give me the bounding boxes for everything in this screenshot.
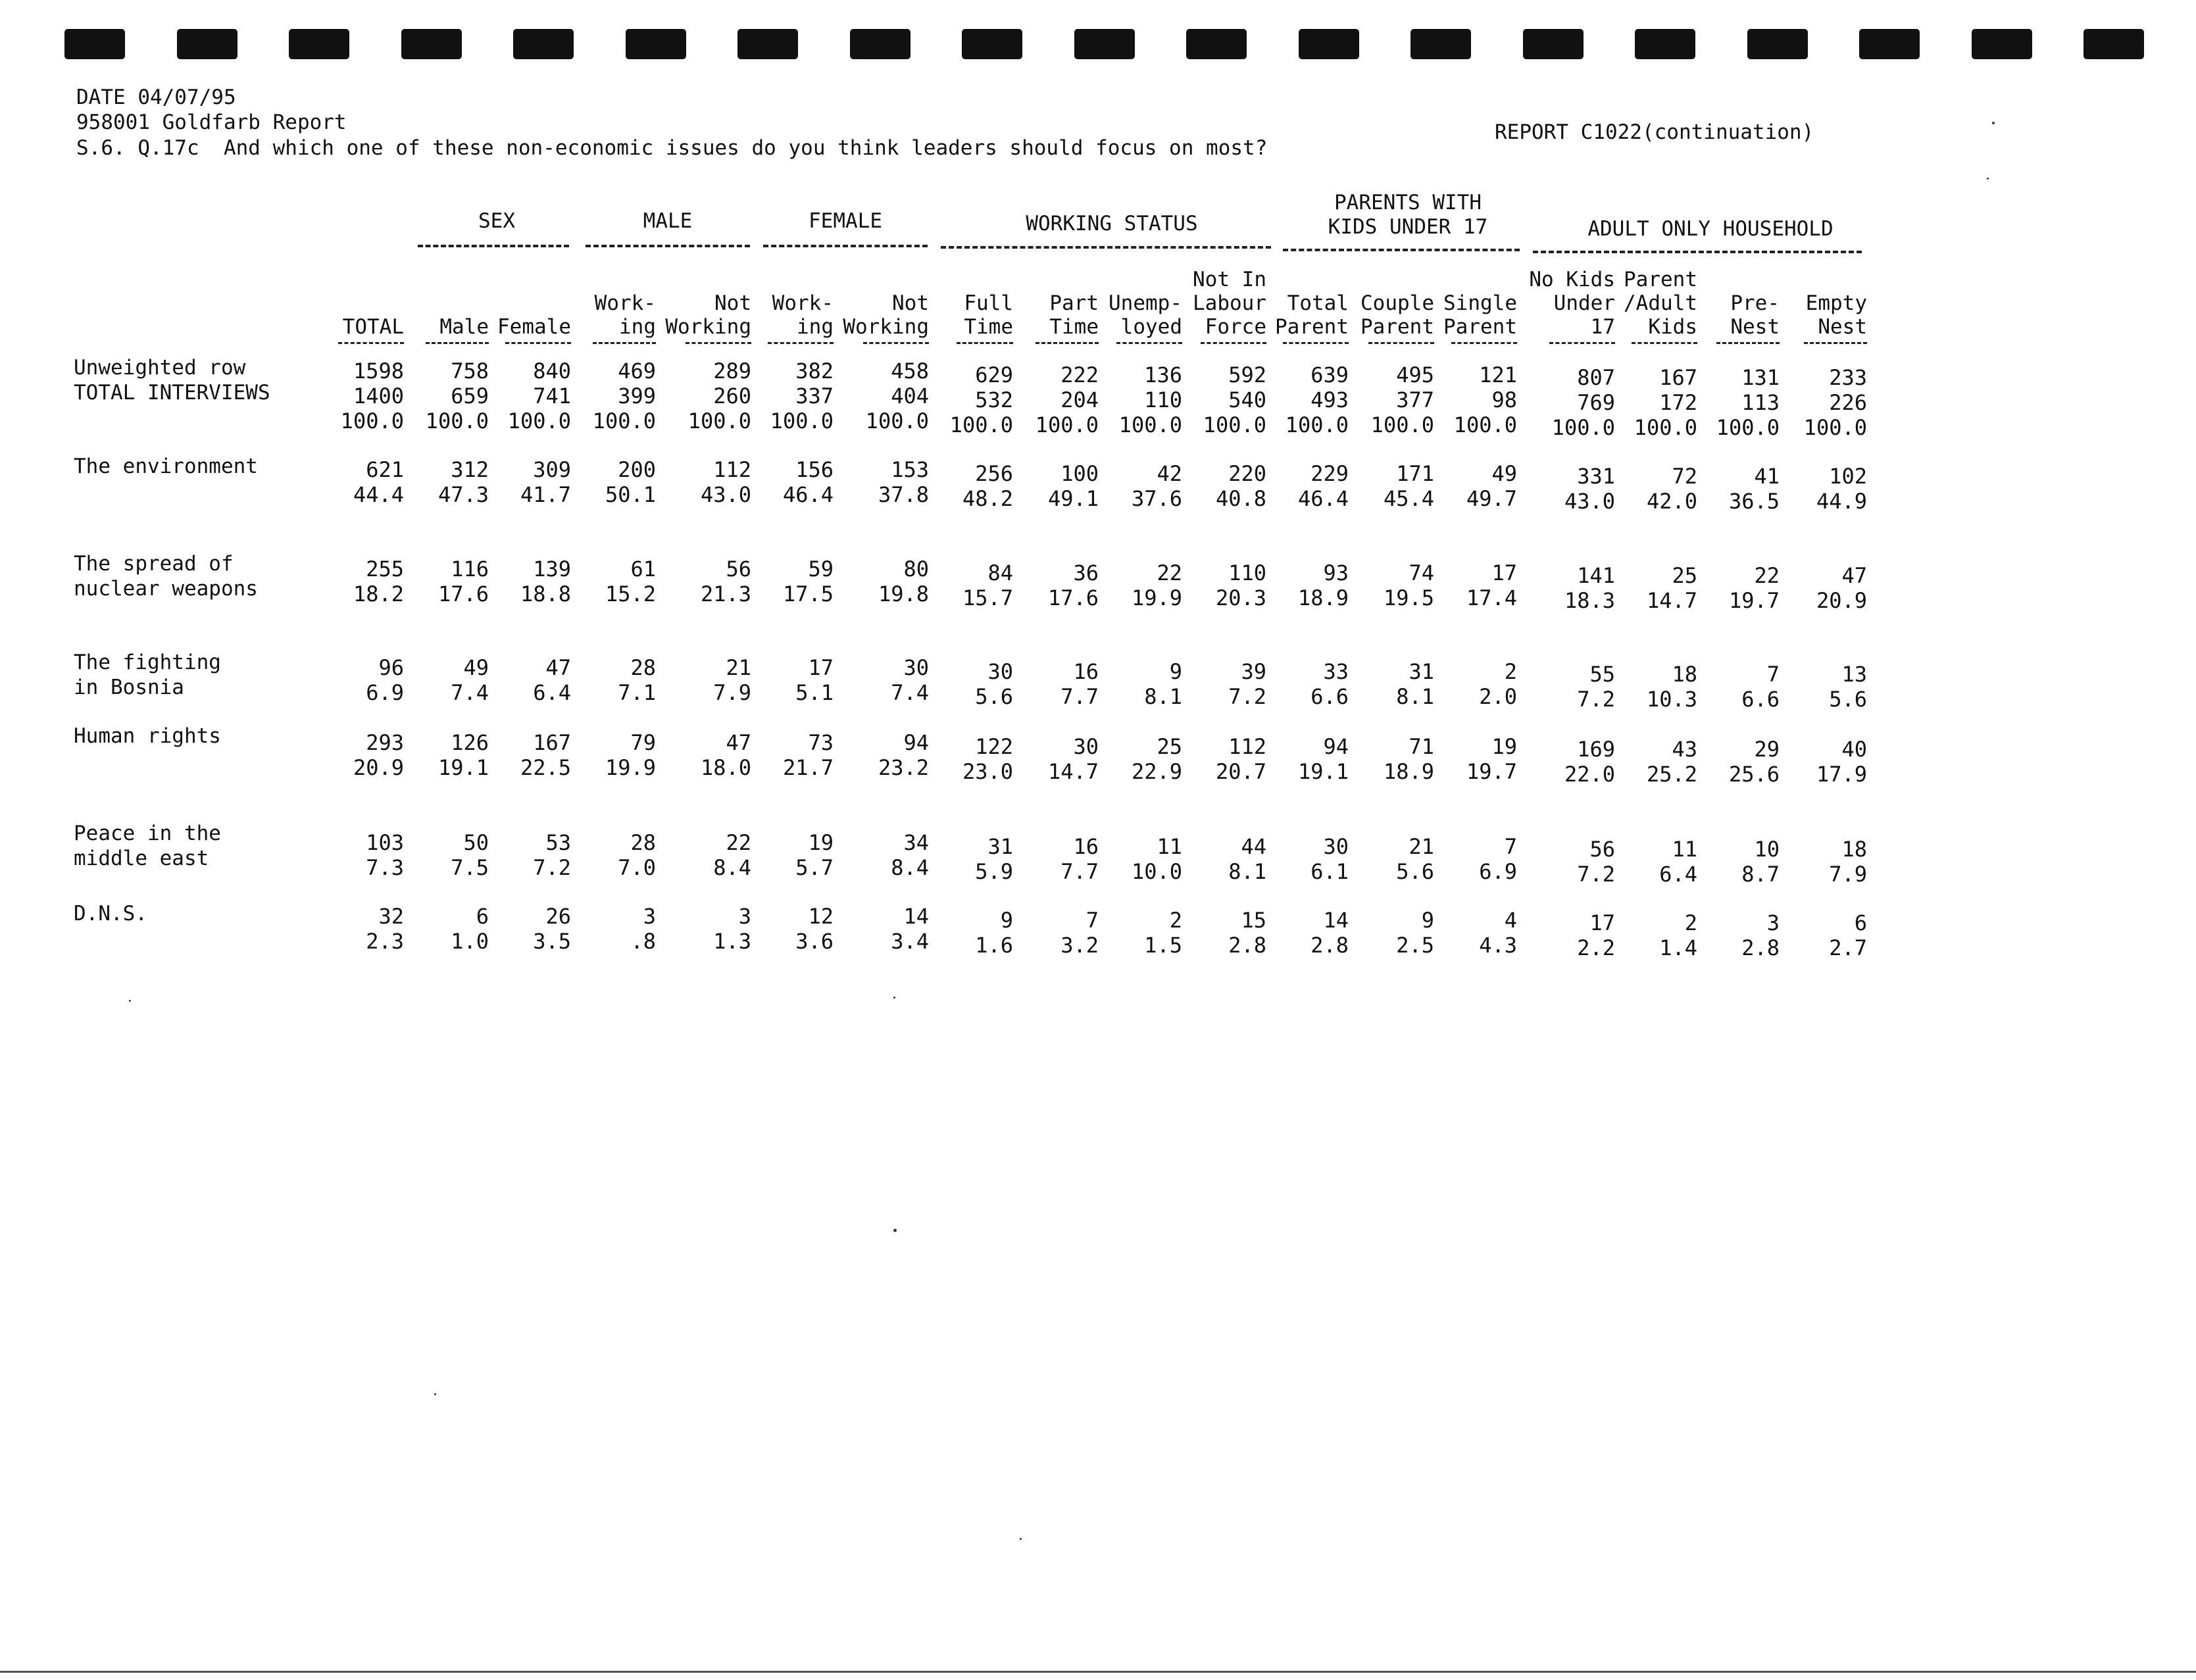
column-rule	[768, 342, 834, 344]
table-cell: 200 50.1	[605, 457, 656, 507]
table-cell: 331 43.0	[1564, 464, 1615, 514]
feed-hole	[962, 29, 1022, 59]
table-cell: 11 6.4	[1659, 837, 1697, 887]
table-cell: 102 44.9	[1816, 464, 1867, 514]
report-date: DATE 04/07/95	[76, 86, 236, 109]
table-cell: 15 2.8	[1228, 908, 1266, 958]
table-cell: 47 18.0	[700, 730, 751, 780]
table-cell: 53 7.2	[533, 830, 571, 880]
table-cell: 141 18.3	[1564, 563, 1615, 613]
table-cell: 25 14.7	[1646, 563, 1697, 613]
column-header: Part Time	[1049, 291, 1099, 339]
table-cell: 47 6.4	[533, 655, 571, 705]
table-cell: 31 8.1	[1396, 659, 1434, 709]
table-cell: 7 6.9	[1479, 834, 1517, 884]
table-cell: 50 7.5	[451, 830, 489, 880]
table-cell: 79 19.9	[605, 730, 656, 780]
table-cell: 30 7.4	[891, 655, 929, 705]
column-rule	[1201, 342, 1266, 344]
column-header: Unemp- loyed	[1109, 291, 1182, 339]
table-cell: 592 540 100.0	[1203, 362, 1266, 437]
column-header: No Kids Under 17	[1529, 268, 1615, 339]
column-rule	[338, 342, 404, 344]
table-cell: 229 46.4	[1297, 461, 1349, 511]
feed-hole	[626, 29, 686, 59]
column-header: Total Parent	[1275, 291, 1349, 339]
table-cell: 309 41.7	[520, 457, 571, 507]
table-cell: 94 23.2	[878, 730, 929, 780]
table-cell: 71 18.9	[1383, 734, 1434, 784]
table-cell: 30 5.6	[975, 659, 1013, 709]
column-rule	[505, 342, 571, 344]
table-cell: 621 44.4	[353, 457, 404, 507]
table-cell: 80 19.8	[878, 556, 929, 606]
column-rule	[863, 342, 929, 344]
table-cell: 56 7.2	[1577, 837, 1615, 887]
table-cell: 18 10.3	[1646, 662, 1697, 712]
column-rule	[1549, 342, 1615, 344]
table-cell: 9 2.5	[1396, 908, 1434, 958]
group-rule-working-status	[941, 246, 1271, 249]
table-cell: 30 6.1	[1310, 834, 1349, 884]
table-cell: 93 18.9	[1297, 560, 1349, 610]
table-cell: 103 7.3	[366, 830, 404, 880]
table-cell: 469 399 100.0	[592, 358, 656, 433]
feed-hole	[1410, 29, 1471, 59]
table-cell: 167 22.5	[520, 730, 571, 780]
table-cell: 12 3.6	[795, 904, 834, 954]
column-rule	[1451, 342, 1517, 344]
report-title: 958001 Goldfarb Report	[76, 111, 347, 134]
table-cell: 136 110 100.0	[1118, 362, 1182, 437]
page-speck	[1020, 1538, 1022, 1540]
table-cell: 22 19.9	[1131, 560, 1182, 610]
column-header: Work- ing	[772, 291, 834, 339]
table-cell: 32 2.3	[366, 904, 404, 954]
table-cell: 43 25.2	[1646, 737, 1697, 787]
table-cell: 2 2.0	[1479, 659, 1517, 709]
table-cell: 233 226 100.0	[1803, 365, 1867, 440]
table-cell: 256 48.2	[962, 461, 1013, 511]
column-rule	[1283, 342, 1349, 344]
column-rule	[1716, 342, 1780, 344]
table-cell: 94 19.1	[1297, 734, 1349, 784]
table-cell: 7 3.2	[1061, 908, 1099, 958]
feed-hole	[1074, 29, 1135, 59]
table-cell: 30 14.7	[1047, 734, 1099, 784]
table-cell: 17 17.4	[1466, 560, 1517, 610]
table-cell: 44 8.1	[1228, 834, 1266, 884]
group-rule-female	[763, 245, 928, 247]
feed-hole	[1972, 29, 2032, 59]
feed-hole	[737, 29, 798, 59]
table-cell: 312 47.3	[437, 457, 489, 507]
table-cell: 639 493 100.0	[1285, 362, 1349, 437]
column-header: Female	[497, 315, 571, 339]
column-rule	[1632, 342, 1697, 344]
page-speck	[893, 997, 895, 999]
table-cell: 11 10.0	[1131, 834, 1182, 884]
page-bottom-edge	[0, 1671, 2196, 1673]
table-cell: 19 5.7	[795, 830, 834, 880]
table-cell: 36 17.6	[1047, 560, 1099, 610]
column-header: Couple Parent	[1360, 291, 1434, 339]
table-cell: 14 3.4	[891, 904, 929, 954]
feed-hole	[1747, 29, 1808, 59]
table-cell: 73 21.7	[782, 730, 834, 780]
table-cell: 9 8.1	[1144, 659, 1182, 709]
table-cell: 293 20.9	[353, 730, 404, 780]
table-cell: 21 7.9	[713, 655, 751, 705]
table-cell: 16 7.7	[1061, 659, 1099, 709]
table-cell: 110 20.3	[1215, 560, 1266, 610]
feed-hole	[850, 29, 911, 59]
group-header-parents: PARENTS WITH KIDS UNDER 17	[1328, 191, 1488, 239]
table-cell: 255 18.2	[353, 556, 404, 606]
column-header: Not Working	[665, 291, 751, 339]
table-cell: 84 15.7	[962, 560, 1013, 610]
table-cell: 3 .8	[630, 904, 656, 954]
table-cell: 9 1.6	[975, 908, 1013, 958]
column-rule	[686, 342, 751, 344]
page-speck	[1992, 122, 1995, 124]
survey-question: S.6. Q.17c And which one of these non-economic issues do you think leaders should focus on most?	[76, 136, 1268, 160]
group-header-female: FEMALE	[809, 209, 882, 233]
table-cell: 17 5.1	[795, 655, 834, 705]
table-cell: 72 42.0	[1646, 464, 1697, 514]
table-cell: 2 1.4	[1659, 910, 1697, 960]
column-header: Not Working	[843, 291, 929, 339]
table-cell: 26 3.5	[533, 904, 571, 954]
table-cell: 28 7.0	[618, 830, 656, 880]
table-cell: 758 659 100.0	[425, 358, 489, 433]
table-cell: 495 377 100.0	[1370, 362, 1434, 437]
table-cell: 13 5.6	[1829, 662, 1867, 712]
column-header: Not In Labour Force	[1193, 268, 1266, 339]
report-id: REPORT C1022(continuation)	[1495, 120, 1814, 144]
table-cell: 840 741 100.0	[507, 358, 571, 433]
column-header: Pre- Nest	[1730, 291, 1780, 339]
column-header: Male	[439, 315, 489, 339]
page-speck	[434, 1393, 436, 1395]
group-rule-parents	[1283, 249, 1520, 251]
column-rule	[426, 342, 489, 344]
table-cell: 34 8.4	[891, 830, 929, 880]
table-cell: 2 1.5	[1144, 908, 1182, 958]
feed-hole	[64, 29, 125, 59]
row-label: Unweighted row TOTAL INTERVIEWS	[74, 356, 270, 405]
table-cell: 167 172 100.0	[1634, 365, 1697, 440]
table-cell: 112 20.7	[1215, 734, 1266, 784]
column-rule	[1804, 342, 1867, 344]
column-rule	[1036, 342, 1099, 344]
group-rule-male	[586, 245, 750, 247]
table-cell: 3 2.8	[1741, 910, 1780, 960]
column-rule	[1368, 342, 1434, 344]
table-cell: 156 46.4	[782, 457, 834, 507]
table-cell: 41 36.5	[1728, 464, 1780, 514]
table-cell: 22 8.4	[713, 830, 751, 880]
table-cell: 16 7.7	[1061, 834, 1099, 884]
column-header: Empty Nest	[1805, 291, 1867, 339]
page-speck	[129, 1000, 131, 1002]
feed-hole	[2084, 29, 2144, 59]
table-cell: 629 532 100.0	[949, 362, 1013, 437]
feed-hole	[1186, 29, 1247, 59]
table-cell: 126 19.1	[437, 730, 489, 780]
feed-hole	[1859, 29, 1920, 59]
row-label: Human rights	[74, 724, 221, 748]
feed-hole	[513, 29, 574, 59]
feed-hole	[1523, 29, 1584, 59]
table-cell: 56 21.3	[700, 556, 751, 606]
table-cell: 122 23.0	[962, 734, 1013, 784]
table-cell: 7 6.6	[1741, 662, 1780, 712]
feed-hole	[177, 29, 237, 59]
column-header: Parent /Adult Kids	[1624, 268, 1697, 339]
table-cell: 21 5.6	[1396, 834, 1434, 884]
feed-hole	[401, 29, 462, 59]
row-label: The environment	[74, 455, 258, 478]
group-header-working-status: WORKING STATUS	[1026, 212, 1198, 235]
table-cell: 31 5.9	[975, 834, 1013, 884]
table-cell: 116 17.6	[437, 556, 489, 606]
group-header-sex: SEX	[478, 209, 515, 233]
feed-hole	[1299, 29, 1359, 59]
row-label: D.N.S.	[74, 902, 147, 926]
page-speck	[893, 1229, 897, 1232]
table-cell: 10 8.7	[1741, 837, 1780, 887]
table-cell: 131 113 100.0	[1716, 365, 1780, 440]
group-rule-adult-only	[1533, 251, 1862, 253]
table-cell: 61 15.2	[605, 556, 656, 606]
page-speck	[1987, 178, 1989, 180]
table-cell: 28 7.1	[618, 655, 656, 705]
table-cell: 139 18.8	[520, 556, 571, 606]
table-cell: 807 769 100.0	[1551, 365, 1615, 440]
table-cell: 25 22.9	[1131, 734, 1182, 784]
column-rule	[1116, 342, 1182, 344]
group-header-male: MALE	[643, 209, 693, 233]
table-cell: 121 98 100.0	[1453, 362, 1517, 437]
table-cell: 169 22.0	[1564, 737, 1615, 787]
column-header: Full Time	[964, 291, 1013, 339]
table-cell: 74 19.5	[1383, 560, 1434, 610]
row-label: Peace in the middle east	[74, 822, 221, 870]
table-cell: 4 4.3	[1479, 908, 1517, 958]
column-header: Work- ing	[594, 291, 656, 339]
table-cell: 3 1.3	[713, 904, 751, 954]
row-label: The spread of nuclear weapons	[74, 552, 258, 601]
table-cell: 382 337 100.0	[770, 358, 834, 433]
table-cell: 6 1.0	[451, 904, 489, 954]
table-cell: 47 20.9	[1816, 563, 1867, 613]
row-label: The fighting in Bosnia	[74, 651, 221, 699]
table-cell: 222 204 100.0	[1035, 362, 1099, 437]
column-rule	[593, 342, 656, 344]
table-cell: 55 7.2	[1577, 662, 1615, 712]
column-header: Single Parent	[1443, 291, 1517, 339]
table-cell: 29 25.6	[1728, 737, 1780, 787]
table-cell: 289 260 100.0	[687, 358, 751, 433]
table-cell: 96 6.9	[366, 655, 404, 705]
table-cell: 1598 1400 100.0	[340, 358, 404, 433]
tractor-feed-holes	[0, 0, 2196, 66]
table-cell: 17 2.2	[1577, 910, 1615, 960]
table-cell: 112 43.0	[700, 457, 751, 507]
table-cell: 153 37.8	[878, 457, 929, 507]
column-header: TOTAL	[342, 315, 404, 339]
table-cell: 33 6.6	[1310, 659, 1349, 709]
table-cell: 18 7.9	[1829, 837, 1867, 887]
table-cell: 19 19.7	[1466, 734, 1517, 784]
table-cell: 14 2.8	[1310, 908, 1349, 958]
table-cell: 59 17.5	[782, 556, 834, 606]
table-cell: 42 37.6	[1131, 461, 1182, 511]
group-header-adult-only: ADULT ONLY HOUSEHOLD	[1587, 217, 1834, 241]
table-cell: 171 45.4	[1383, 461, 1434, 511]
table-cell: 22 19.7	[1728, 563, 1780, 613]
table-cell: 49 7.4	[451, 655, 489, 705]
column-rule	[957, 342, 1013, 344]
table-cell: 39 7.2	[1228, 659, 1266, 709]
table-cell: 100 49.1	[1047, 461, 1099, 511]
table-cell: 6 2.7	[1829, 910, 1867, 960]
feed-hole	[289, 29, 349, 59]
group-rule-sex	[418, 245, 569, 247]
table-cell: 458 404 100.0	[865, 358, 929, 433]
table-cell: 220 40.8	[1215, 461, 1266, 511]
table-cell: 40 17.9	[1816, 737, 1867, 787]
table-cell: 49 49.7	[1466, 461, 1517, 511]
feed-hole	[1635, 29, 1695, 59]
